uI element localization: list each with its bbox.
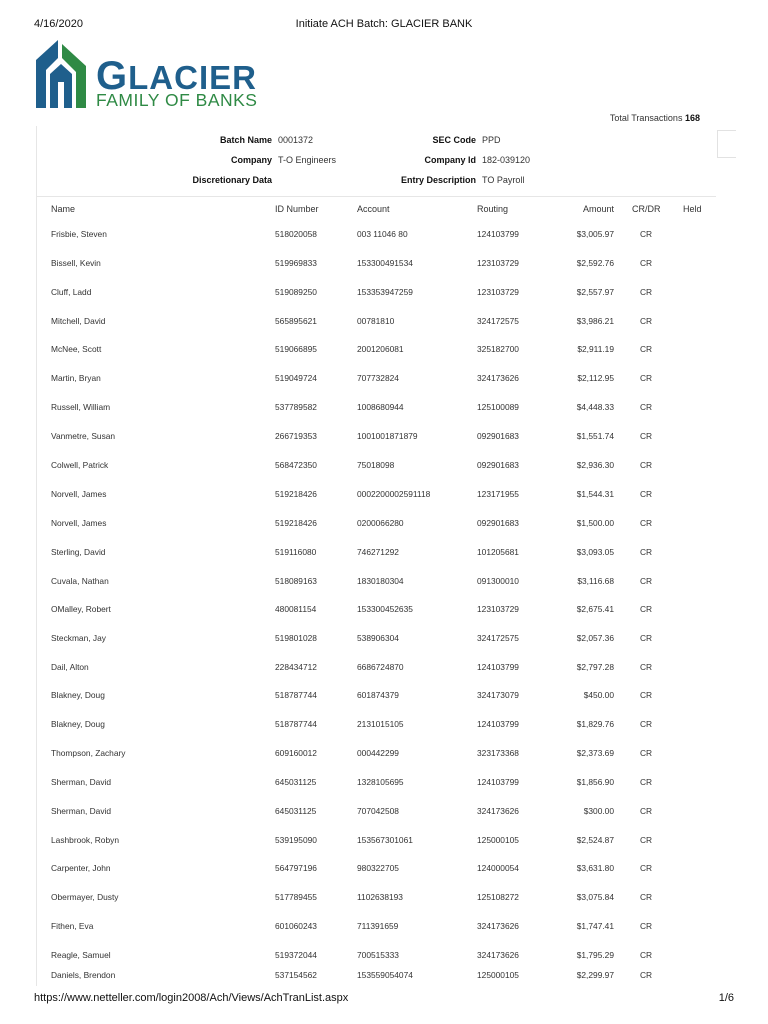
- total-transactions-value: 168: [684, 113, 700, 123]
- cell-id-number: 519116080: [275, 547, 317, 557]
- total-transactions-label: Total Transactions: [609, 113, 683, 123]
- table-row[interactable]: [0, 662, 768, 674]
- cell-account: 75018098: [357, 460, 395, 470]
- cell-name: Blakney, Doug: [51, 719, 105, 729]
- cell-crdr: CR: [640, 402, 653, 412]
- header-crdr: CR/DR: [632, 204, 661, 214]
- cell-id-number: 517789455: [275, 892, 317, 902]
- cell-routing: 324173626: [477, 373, 519, 383]
- cell-id-number: 518020058: [275, 229, 317, 239]
- batch-name-value: 0001372: [278, 135, 314, 145]
- cell-routing: 325182700: [477, 344, 519, 354]
- cell-amount: $2,557.97: [576, 287, 614, 297]
- table-row[interactable]: [0, 229, 768, 241]
- table-row[interactable]: [0, 970, 768, 982]
- entry-description-field: [0, 175, 525, 187]
- print-title: Initiate ACH Batch: GLACIER BANK: [295, 18, 473, 30]
- cell-account: 980322705: [357, 863, 399, 873]
- cell-account: 003 11046 80: [357, 229, 408, 239]
- cell-account: 0002200002591118: [357, 489, 431, 499]
- company-id-field: [0, 155, 531, 167]
- cell-amount: $1,795.29: [576, 950, 614, 960]
- cell-crdr: CR: [640, 576, 653, 586]
- cell-amount: $1,829.76: [576, 719, 614, 729]
- cell-name: Carpenter, John: [51, 863, 111, 873]
- cell-id-number: 519969833: [275, 258, 317, 268]
- header-name: Name: [51, 204, 76, 214]
- total-transactions: [610, 113, 700, 123]
- cell-crdr: CR: [640, 547, 653, 557]
- cell-routing: 124103799: [477, 719, 519, 729]
- table-row[interactable]: [0, 835, 768, 847]
- sec-code-value: PPD: [482, 135, 501, 145]
- print-page-number: 1/6: [718, 992, 734, 1004]
- cell-crdr: CR: [640, 835, 653, 845]
- table-row[interactable]: [0, 719, 768, 731]
- cell-account: 1102638193: [357, 892, 403, 902]
- cell-id-number: 537789582: [275, 402, 317, 412]
- table-row[interactable]: [0, 258, 768, 270]
- cell-account: 746271292: [357, 547, 399, 557]
- cell-id-number: 609160012: [275, 748, 317, 758]
- cell-crdr: CR: [640, 431, 653, 441]
- table-row[interactable]: [0, 518, 768, 530]
- table-row[interactable]: [0, 777, 768, 789]
- header-id-number: ID Number: [275, 204, 319, 214]
- cell-routing: 124103799: [477, 229, 519, 239]
- cell-account: 153300452635: [357, 604, 413, 614]
- cell-name: Colwell, Patrick: [51, 460, 109, 470]
- cell-account: 00781810: [357, 316, 395, 326]
- cell-account: 707732824: [357, 373, 399, 383]
- cell-account: 153559054074: [357, 970, 413, 980]
- cell-crdr: CR: [640, 316, 653, 326]
- cell-name: Sterling, David: [51, 547, 106, 557]
- cell-crdr: CR: [640, 719, 653, 729]
- cell-account: 1008680944: [357, 402, 404, 412]
- cell-name: Bissell, Kevin: [51, 258, 101, 268]
- cell-routing: 091300010: [477, 576, 519, 586]
- cell-name: Norvell, James: [51, 489, 107, 499]
- cell-id-number: 601060243: [275, 921, 317, 931]
- cell-amount: $2,797.28: [576, 662, 614, 672]
- cell-amount: $3,631.80: [576, 863, 614, 873]
- cell-account: 2131015105: [357, 719, 404, 729]
- logo-tagline: FAMILY OF BANKS: [96, 90, 258, 110]
- cell-crdr: CR: [640, 518, 653, 528]
- cell-account: 6686724870: [357, 662, 404, 672]
- cell-amount: $3,093.05: [576, 547, 614, 557]
- cell-account: 0200066280: [357, 518, 404, 528]
- cell-account: 153300491534: [357, 258, 413, 268]
- cell-crdr: CR: [640, 806, 653, 816]
- cell-crdr: CR: [640, 489, 653, 499]
- cell-id-number: 519218426: [275, 518, 317, 528]
- cell-crdr: CR: [640, 863, 653, 873]
- company-label: Company: [230, 155, 272, 165]
- cell-name: Lashbrook, Robyn: [51, 835, 119, 845]
- cell-id-number: 519089250: [275, 287, 317, 297]
- cell-account: 1830180304: [357, 576, 404, 586]
- cell-crdr: CR: [640, 258, 653, 268]
- company-id-value: 182-039120: [482, 155, 531, 165]
- cell-crdr: CR: [640, 921, 653, 931]
- cell-amount: $2,675.41: [576, 604, 614, 614]
- glacier-mountain-icon: [36, 40, 96, 112]
- cell-crdr: CR: [640, 373, 653, 383]
- cell-account: 1001001871879: [357, 431, 418, 441]
- cell-routing: 101205681: [477, 547, 519, 557]
- cell-name: Blakney, Doug: [51, 690, 105, 700]
- cell-amount: $4,448.33: [576, 402, 614, 412]
- cell-amount: $1,544.31: [576, 489, 614, 499]
- cell-id-number: 480081154: [275, 604, 317, 614]
- table-row[interactable]: [0, 604, 768, 616]
- cell-name: Obermayer, Dusty: [51, 892, 119, 902]
- table-row[interactable]: [0, 576, 768, 588]
- cell-name: Steckman, Jay: [51, 633, 106, 643]
- cell-crdr: CR: [640, 344, 653, 354]
- table-row[interactable]: [0, 547, 768, 559]
- panel-scroll-handle[interactable]: [717, 130, 736, 158]
- cell-id-number: 518787744: [275, 690, 317, 700]
- table-row[interactable]: [0, 402, 768, 414]
- cell-crdr: CR: [640, 970, 653, 980]
- table-row[interactable]: [0, 748, 768, 760]
- cell-account: 711391659: [357, 921, 399, 931]
- sec-code-field: [0, 135, 501, 147]
- cell-name: Cuvala, Nathan: [51, 576, 109, 586]
- table-row[interactable]: [0, 690, 768, 702]
- cell-routing: 123103729: [477, 258, 519, 268]
- company-id-label: Company Id: [424, 155, 476, 165]
- cell-name: Thompson, Zachary: [51, 748, 126, 758]
- cell-amount: $1,500.00: [576, 518, 614, 528]
- cell-name: Reagle, Samuel: [51, 950, 111, 960]
- cell-crdr: CR: [640, 748, 653, 758]
- cell-id-number: 519801028: [275, 633, 317, 643]
- info-divider: [36, 196, 716, 197]
- cell-amount: $2,592.76: [576, 258, 614, 268]
- cell-routing: 125108272: [477, 892, 519, 902]
- cell-id-number: 519049724: [275, 373, 317, 383]
- table-row[interactable]: [0, 892, 768, 904]
- cell-crdr: CR: [640, 229, 653, 239]
- cell-account: 601874379: [357, 690, 399, 700]
- cell-routing: 092901683: [477, 518, 519, 528]
- cell-amount: $3,116.68: [577, 576, 614, 586]
- cell-name: Sherman, David: [51, 806, 112, 816]
- cell-amount: $3,986.21: [576, 316, 614, 326]
- cell-crdr: CR: [640, 777, 653, 787]
- cell-account: 1328105695: [357, 777, 404, 787]
- cell-id-number: 537154562: [275, 970, 317, 980]
- cell-routing: 324172575: [477, 316, 519, 326]
- cell-amount: $1,856.90: [576, 777, 614, 787]
- cell-id-number: 519066895: [275, 344, 317, 354]
- cell-id-number: 518787744: [275, 719, 317, 729]
- cell-id-number: 228434712: [275, 662, 317, 672]
- cell-account: 000442299: [357, 748, 399, 758]
- cell-name: Daniels, Brendon: [51, 970, 116, 980]
- entry-description-value: TO Payroll: [482, 175, 525, 185]
- cell-crdr: CR: [640, 633, 653, 643]
- batch-name-label: Batch Name: [219, 135, 272, 145]
- table-row[interactable]: [0, 806, 768, 818]
- cell-routing: 092901683: [477, 431, 519, 441]
- cell-amount: $1,747.41: [576, 921, 614, 931]
- cell-amount: $2,524.87: [576, 835, 614, 845]
- cell-amount: $3,005.97: [576, 229, 614, 239]
- table-row[interactable]: [0, 633, 768, 645]
- print-header: [34, 18, 734, 32]
- cell-routing: 125000105: [477, 970, 519, 980]
- table-row[interactable]: [0, 863, 768, 875]
- header-held: Held: [683, 204, 702, 214]
- glacier-logo: [36, 40, 266, 112]
- cell-id-number: 645031125: [275, 806, 317, 816]
- cell-amount: $3,075.84: [576, 892, 614, 902]
- print-url: https://www.netteller.com/login2008/Ach/Views/AchTranList.aspx: [34, 992, 349, 1004]
- print-footer: [34, 992, 734, 1006]
- cell-account: 700515333: [357, 950, 399, 960]
- cell-id-number: 565895621: [275, 316, 317, 326]
- company-value: T-O Engineers: [278, 155, 337, 165]
- cell-name: McNee, Scott: [51, 344, 102, 354]
- cell-crdr: CR: [640, 460, 653, 470]
- cell-account: 538906304: [357, 633, 399, 643]
- cell-routing: 092901683: [477, 460, 519, 470]
- cell-crdr: CR: [640, 604, 653, 614]
- cell-account: 153353947259: [357, 287, 413, 297]
- table-row[interactable]: [0, 316, 768, 328]
- cell-crdr: CR: [640, 662, 653, 672]
- transactions-table-header: [0, 204, 768, 216]
- cell-routing: 324173626: [477, 921, 519, 931]
- cell-name: OMalley, Robert: [51, 604, 111, 614]
- cell-id-number: 519372044: [275, 950, 317, 960]
- cell-amount: $2,911.19: [577, 344, 614, 354]
- cell-routing: 324173079: [477, 690, 519, 700]
- table-row[interactable]: [0, 287, 768, 299]
- cell-name: Dail, Alton: [51, 662, 89, 672]
- cell-amount: $2,373.69: [576, 748, 614, 758]
- cell-routing: 124000054: [477, 863, 519, 873]
- cell-amount: $2,057.36: [576, 633, 614, 643]
- print-date: 4/16/2020: [34, 18, 83, 30]
- table-row[interactable]: [0, 950, 768, 962]
- table-row[interactable]: [0, 460, 768, 472]
- cell-id-number: 568472350: [275, 460, 317, 470]
- entry-description-label: Entry Description: [400, 175, 476, 185]
- cell-name: Sherman, David: [51, 777, 112, 787]
- table-row[interactable]: [0, 921, 768, 933]
- cell-account: 707042508: [357, 806, 399, 816]
- cell-name: Mitchell, David: [51, 316, 106, 326]
- cell-amount: $2,936.30: [576, 460, 614, 470]
- cell-crdr: CR: [640, 892, 653, 902]
- cell-id-number: 518089163: [275, 576, 317, 586]
- cell-routing: 123103729: [477, 604, 519, 614]
- cell-name: Frisbie, Steven: [51, 229, 107, 239]
- cell-routing: 124103799: [477, 662, 519, 672]
- cell-amount: $2,112.95: [577, 373, 614, 383]
- cell-id-number: 645031125: [275, 777, 317, 787]
- cell-crdr: CR: [640, 950, 653, 960]
- cell-account: 153567301061: [357, 835, 413, 845]
- cell-name: Norvell, James: [51, 518, 107, 528]
- cell-amount: $300.00: [583, 806, 614, 816]
- cell-crdr: CR: [640, 690, 653, 700]
- table-row[interactable]: [0, 431, 768, 443]
- cell-amount: $2,299.97: [576, 970, 614, 980]
- cell-id-number: 539195090: [275, 835, 317, 845]
- cell-id-number: 266719353: [275, 431, 317, 441]
- cell-name: Cluff, Ladd: [51, 287, 92, 297]
- discretionary-data-label: Discretionary Data: [192, 175, 272, 185]
- cell-account: 2001206081: [357, 344, 404, 354]
- cell-name: Fithen, Eva: [51, 921, 94, 931]
- cell-name: Martin, Bryan: [51, 373, 101, 383]
- cell-routing: 323173368: [477, 748, 519, 758]
- cell-name: Vanmetre, Susan: [51, 431, 116, 441]
- cell-routing: 123103729: [477, 287, 519, 297]
- cell-amount: $1,551.74: [576, 431, 614, 441]
- header-amount: Amount: [582, 204, 614, 214]
- cell-routing: 324173626: [477, 950, 519, 960]
- header-routing: Routing: [477, 204, 509, 214]
- cell-name: Russell, William: [51, 402, 111, 412]
- cell-id-number: 564797196: [275, 863, 317, 873]
- table-row[interactable]: [0, 344, 768, 356]
- cell-routing: 125000105: [477, 835, 519, 845]
- sec-code-label: SEC Code: [432, 135, 476, 145]
- header-account: Account: [357, 204, 390, 214]
- cell-crdr: CR: [640, 287, 653, 297]
- cell-routing: 125100089: [477, 402, 519, 412]
- logo-brand-name: GLACIER: [96, 54, 257, 98]
- table-row[interactable]: [0, 373, 768, 385]
- cell-id-number: 519218426: [275, 489, 317, 499]
- cell-amount: $450.00: [583, 690, 614, 700]
- cell-routing: 124103799: [477, 777, 519, 787]
- cell-routing: 324172575: [477, 633, 519, 643]
- table-row[interactable]: [0, 489, 768, 501]
- cell-routing: 123171955: [477, 489, 519, 499]
- cell-routing: 324173626: [477, 806, 519, 816]
